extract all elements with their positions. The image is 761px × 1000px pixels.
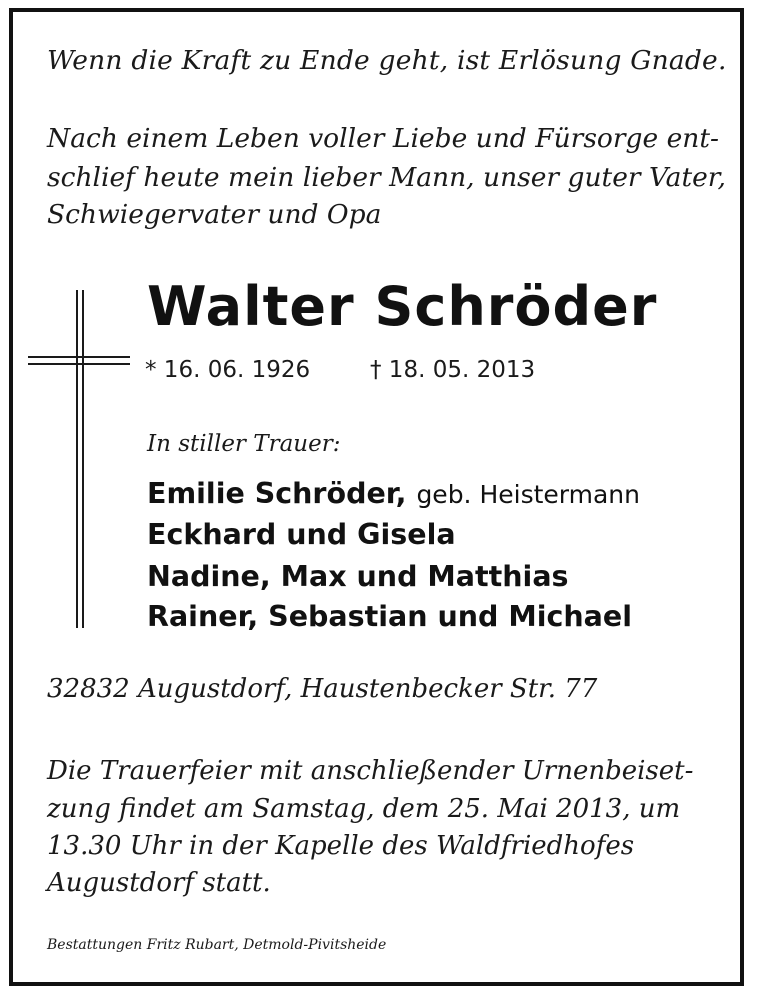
death-date: † 18. 05. 2013: [370, 357, 536, 383]
intro-line: Schwiegervater und Opa: [47, 199, 382, 230]
address: 32832 Augustdorf, Haustenbecker Str. 77: [47, 674, 598, 704]
deceased-name: Walter Schröder: [147, 275, 658, 338]
family-note: geb. Heistermann: [416, 480, 640, 509]
ceremony-line: zung findet am Samstag, dem 25. Mai 2013, um: [47, 794, 681, 824]
cross-icon: [28, 290, 130, 628]
family-line: [147, 477, 640, 510]
undertaker-credit: Bestattungen Fritz Rubart, Detmold-Pivitsheide: [47, 937, 387, 953]
ceremony-line: Die Trauerfeier mit anschließender Urnenbeiset-: [47, 756, 694, 786]
family-line: [147, 518, 456, 551]
family-line: [147, 600, 633, 633]
family-names: Eckhard und Gisela: [147, 518, 456, 551]
ceremony-line: Augustdorf statt.: [47, 868, 271, 898]
family-names: Emilie Schröder,: [147, 477, 407, 510]
family-names: Nadine, Max und Matthias: [147, 560, 569, 593]
ceremony-line: 13.30 Uhr in der Kapelle des Waldfriedhofes: [47, 831, 635, 861]
birth-date: * 16. 06. 1926: [145, 357, 311, 383]
intro-line: Nach einem Leben voller Liebe und Fürsorge ent-: [47, 123, 719, 154]
family-line: [147, 560, 569, 593]
family-names: Rainer, Sebastian und Michael: [147, 600, 633, 633]
motto: Wenn die Kraft zu Ende geht, ist Erlösung Gnade.: [47, 45, 727, 76]
mourning-heading: In stiller Trauer:: [147, 431, 341, 457]
intro-line: schlief heute mein lieber Mann, unser guter Vater,: [47, 162, 726, 193]
